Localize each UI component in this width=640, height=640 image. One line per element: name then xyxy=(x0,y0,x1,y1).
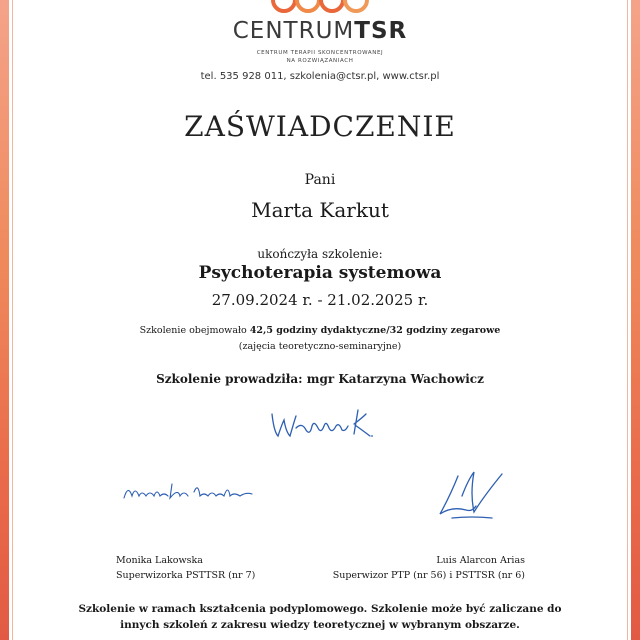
course-dates: 27.09.2024 r. - 21.02.2025 r. xyxy=(211,291,429,309)
signer-left xyxy=(116,553,255,583)
footer-note xyxy=(0,601,640,633)
hours-value: 42,5 godziny dydaktyczne/32 godziny zegarowe xyxy=(249,325,501,336)
recipient-name: Marta Karkut xyxy=(251,198,389,222)
course-name: Psychoterapia systemowa xyxy=(198,263,442,283)
signature-left xyxy=(120,478,255,504)
border-inner-left xyxy=(12,0,13,640)
logo-icon xyxy=(262,0,380,14)
brand-name xyxy=(0,18,640,44)
brand-name-part1: CENTRUM xyxy=(232,18,355,44)
contact-info: tel. 535 928 011, szkolenia@ctsr.pl, www.ctsr.pl xyxy=(200,71,440,82)
tagline-line1: CENTRUM TERAPII SKONCENTROWANEJ xyxy=(256,50,384,56)
brand-tagline xyxy=(0,49,640,65)
certificate-title: ZAŚWIADCZENIE xyxy=(184,110,456,143)
course-hours xyxy=(0,325,640,336)
course-mode: (zajęcia teoretyczno-seminaryjne) xyxy=(238,341,402,352)
salutation: Pani xyxy=(304,172,336,188)
completed-label: ukończyła szkolenie: xyxy=(257,247,383,261)
footer-line1: Szkolenie w ramach kształcenia podyplomowego. Szkolenie może być zaliczane do xyxy=(78,603,562,615)
instructor-signature xyxy=(266,402,376,444)
signer-right xyxy=(333,553,525,583)
instructor-line: Szkolenie prowadziła: mgr Katarzyna Wachowicz xyxy=(156,372,484,386)
border-inner-right xyxy=(627,0,628,640)
border-right xyxy=(631,0,640,640)
signer-left-role: Superwizorka PSTTSR (nr 7) xyxy=(116,570,256,581)
tagline-line2: NA ROZWIĄZANIACH xyxy=(286,58,354,64)
hours-prefix: Szkolenie obejmowało xyxy=(139,325,250,336)
border-left xyxy=(0,0,9,640)
signer-right-name: Luis Alarcon Arias xyxy=(436,555,525,566)
signer-left-name: Monika Lakowska xyxy=(116,555,203,566)
signer-right-role: Superwizor PTP (nr 56) i PSTTSR (nr 6) xyxy=(332,570,525,581)
footer-line2: innych szkoleń z zakresu wiedzy teoretycznej w wybranym obszarze. xyxy=(120,619,520,631)
signature-right xyxy=(432,466,522,528)
brand-name-part2: TSR xyxy=(354,18,408,44)
